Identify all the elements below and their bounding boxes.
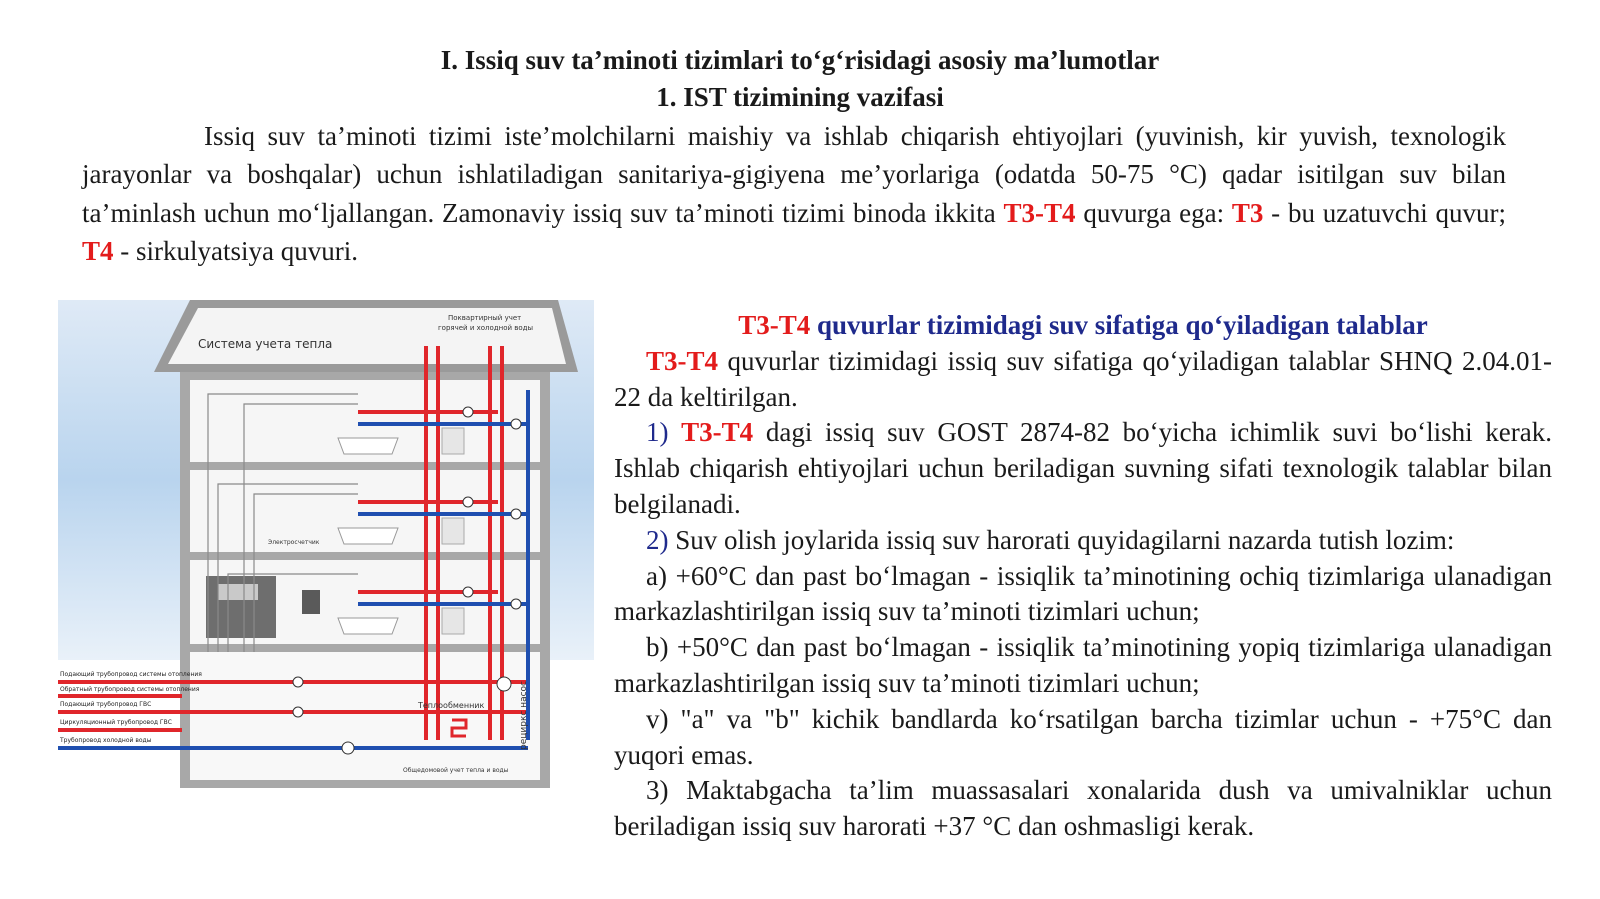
device-label: Электросчетчик bbox=[268, 539, 320, 546]
p2-number: 1) bbox=[646, 417, 669, 448]
hot-water-system-diagram bbox=[58, 300, 594, 808]
p1-text: quvurlar tizimidagi issiq suv sifatiga qo‘yiladigan talablar SHNQ 2.04.01-22 da keltirilgan. bbox=[614, 345, 1552, 412]
pump-label: рециркс насос bbox=[519, 681, 529, 750]
p3-text: Suv olish joylarida issiq suv harorati quyidagilarni nazarda tutish lozim: bbox=[668, 524, 1455, 555]
pipe-label-hot-supply: Подающий трубопровод ГВС bbox=[60, 701, 152, 708]
requirements-p1 bbox=[614, 344, 1552, 416]
intro-text-3: - bu uzatuvchi quvur; bbox=[1263, 197, 1506, 228]
requirements-p6: v) "a" va "b" kichik bandlarda ko‘rsatilgan barcha tizimlar uchun - +75°C dan yuqori emas. bbox=[614, 703, 1552, 770]
requirements-p2 bbox=[614, 415, 1552, 522]
intro-t3: T3 bbox=[1231, 197, 1264, 228]
p3-number: 2) bbox=[646, 524, 669, 555]
electric-meter bbox=[302, 590, 320, 614]
requirements-section bbox=[614, 308, 1552, 845]
requirements-title bbox=[614, 308, 1552, 344]
p2-red: T3-T4 bbox=[681, 417, 754, 448]
requirements-p5: b) +50°C dan past bo‘lmagan - issiqlik ta’minotining yopiq tizimlariga ulanadigan markazlashtirilgan issiq suv ta’minoti tizimlari uchun; bbox=[614, 632, 1552, 698]
exchanger-label: Теплообменник bbox=[418, 701, 485, 710]
pipe-label-hot-circulation: Циркуляционный трубопровод ГВС bbox=[60, 719, 172, 726]
meter-label-2: горячей и холодной воды bbox=[438, 324, 534, 332]
p2-text: dagi issiq suv GOST 2874-82 bo‘yicha ichimlik suvi bo‘lishi kerak. Ishlab chiqarish ehtiyojlari uchun beriladigan suvning sifati texnologik talablar bilan belgilanadi. bbox=[614, 417, 1552, 519]
intro-t4: T4 bbox=[82, 235, 114, 266]
section-title: 1. IST tizimining vazifasi bbox=[656, 82, 944, 112]
intro-text-1: Issiq suv ta’minoti tizimi iste’molchilarni maishiy va ishlab chiqarish ehtiyojlari (yuvinish, kir yuvish, texnologik jarayonlar va boshqalar) uchun ishlatiladigan sanitariya-gigiyena me’yorlariga (odatda 50-75 °C) qadar isitilgan suv bilan ta’minlash uchun mo‘ljallangan. Zamonaviy issiq suv ta’minoti tizimi binoda ikkita bbox=[82, 121, 1506, 228]
meter-label-1: Поквартирный учет bbox=[448, 314, 522, 322]
requirements-p3 bbox=[614, 523, 1552, 559]
pipe-label-cold-water: Трубопровод холодной воды bbox=[60, 737, 152, 744]
basement bbox=[190, 652, 540, 780]
page-title: I. Issiq suv ta’minoti tizimlari to‘g‘risidagi asosiy ma’lumotlar bbox=[440, 45, 1160, 75]
intro-paragraph bbox=[82, 117, 1506, 270]
requirements-title-rest: quvurlar tizimidagi suv sifatiga qo‘yiladigan talablar bbox=[810, 310, 1428, 340]
intro-t3t4: T3-T4 bbox=[1003, 197, 1076, 228]
pipe-label-heating-supply: Подающий трубопровод системы отопления bbox=[60, 671, 202, 678]
requirements-p4: a) +60°C dan past bo‘lmagan - issiqlik ta’minotining ochiq tizimlariga ulanadigan markazlashtirilgan issiq suv ta’minoti tizimlari uchun; bbox=[614, 560, 1552, 627]
roof-label: Система учета тепла bbox=[198, 337, 333, 351]
pipe-label-heating-return: Обратный трубопровод системы отопления bbox=[60, 686, 200, 693]
bottom-label: Общедомовой учет тепла и воды bbox=[403, 767, 509, 774]
intro-text-2: quvurga ega: bbox=[1075, 197, 1232, 228]
control-panel-screen bbox=[218, 584, 258, 600]
p1-red: T3-T4 bbox=[646, 345, 719, 376]
requirements-title-red: T3-T4 bbox=[738, 310, 811, 340]
requirements-p7: 3) Maktabgacha ta’lim muassasalari xonalarida dush va umivalniklar uchun beriladigan issiq suv harorati +37 °C dan oshmasligi kerak. bbox=[614, 775, 1552, 842]
intro-text-4: - sirkulyatsiya quvuri. bbox=[113, 235, 358, 266]
